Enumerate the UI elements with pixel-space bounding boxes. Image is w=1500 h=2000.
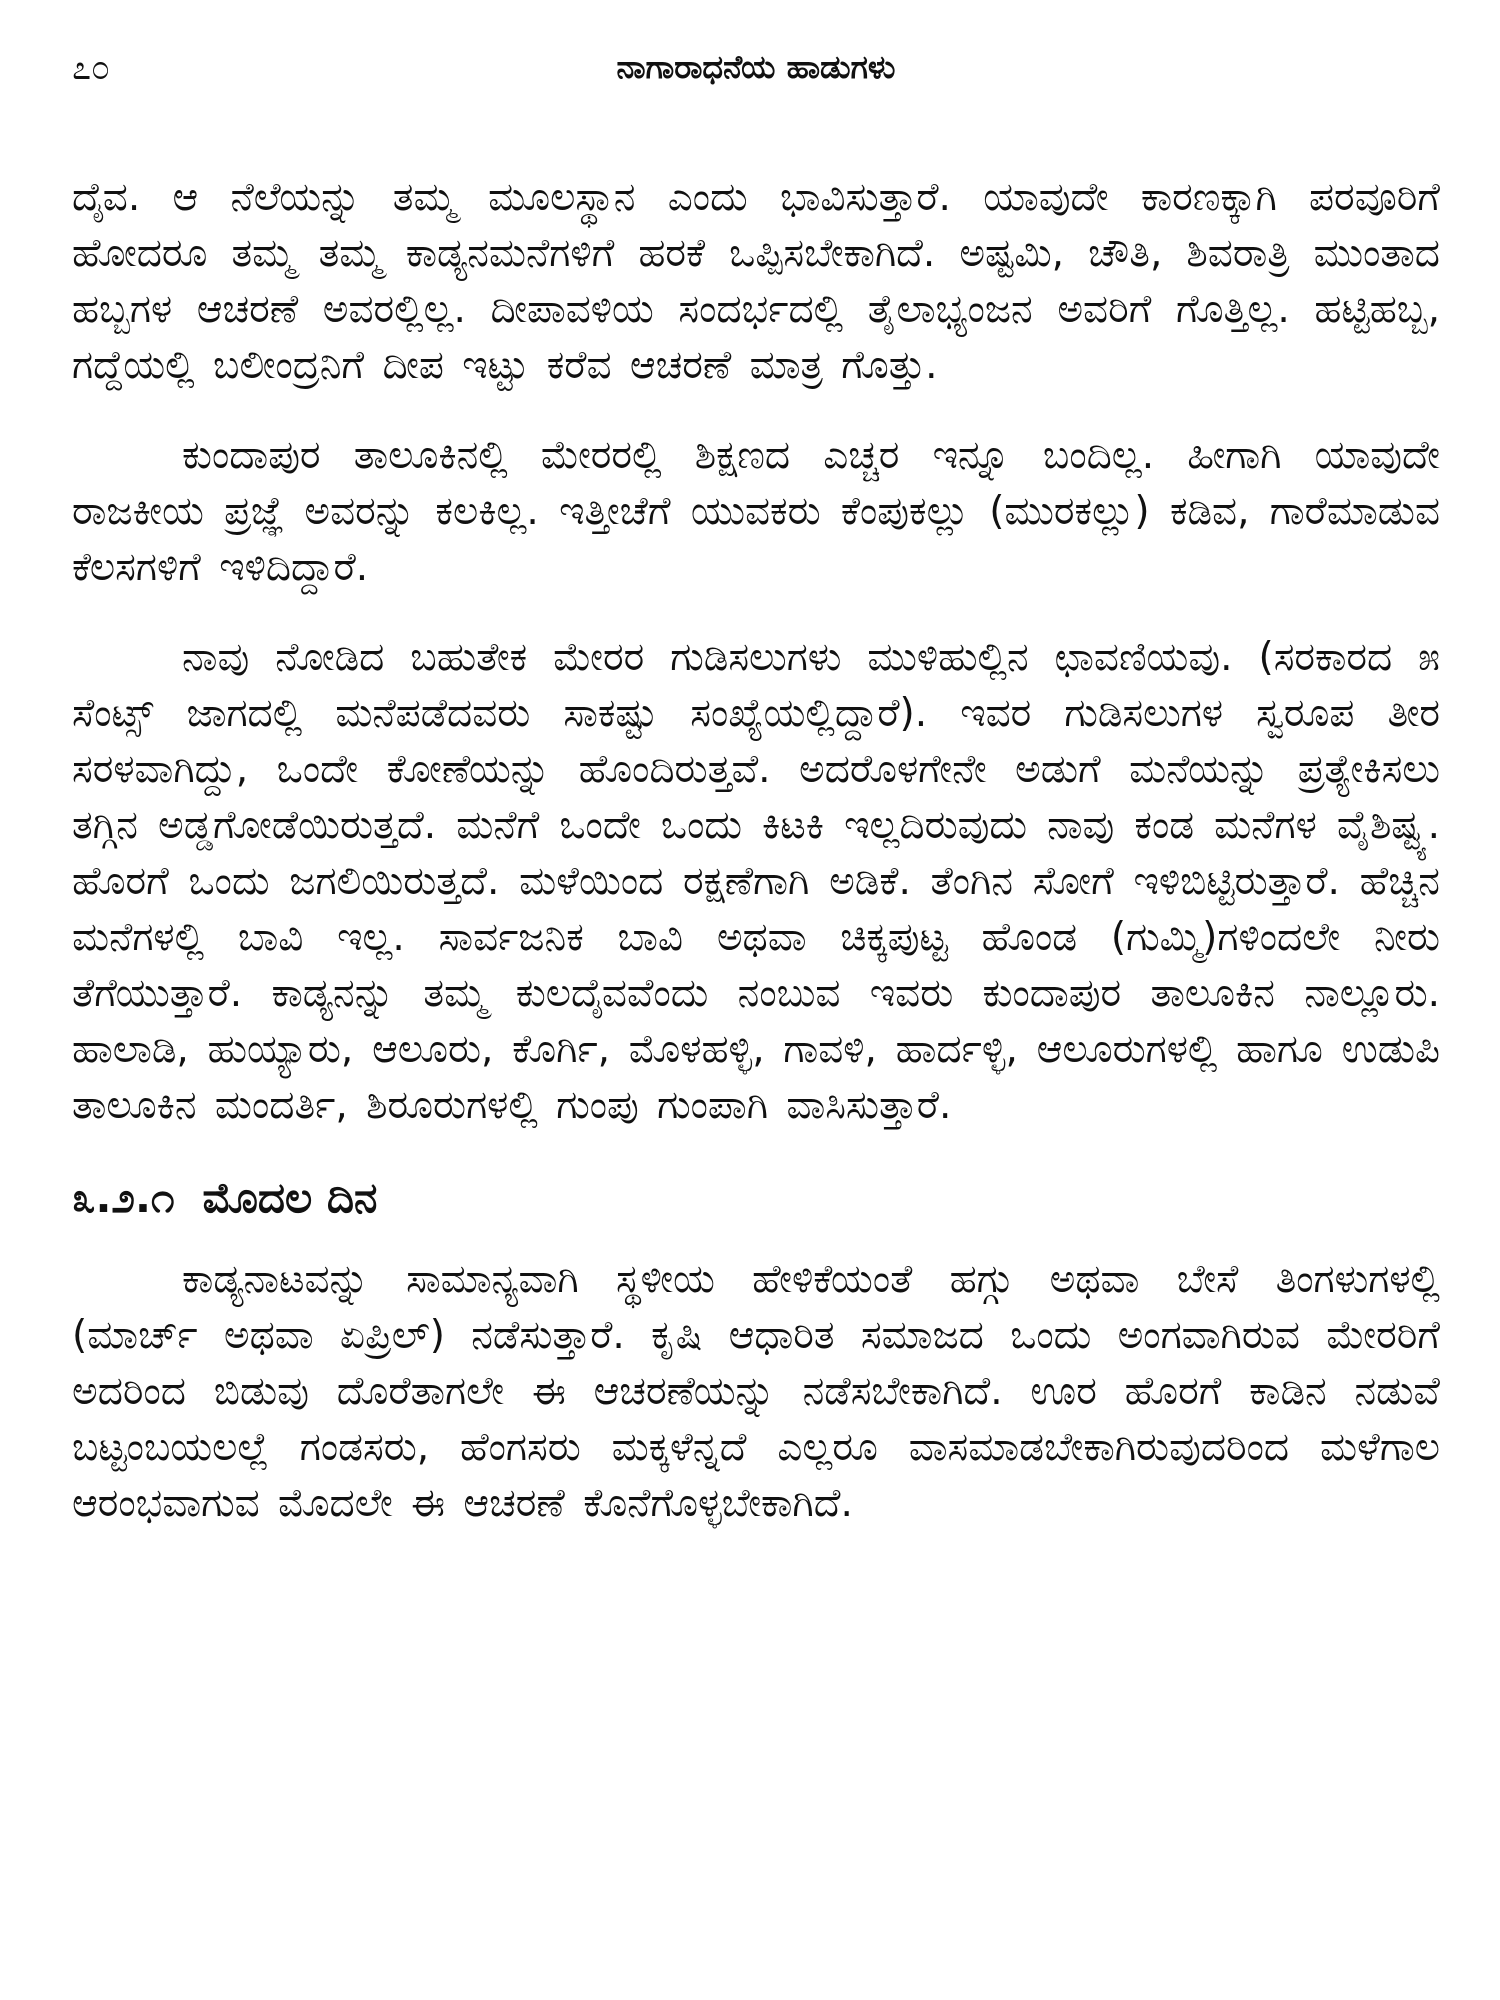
page-number: ೭೦ — [72, 48, 111, 88]
running-title: ನಾಗಾರಾಧನೆಯ ಹಾಡುಗಳು — [616, 48, 896, 86]
paragraph-2: ಕುಂದಾಪುರ ತಾಲೂಕಿನಲ್ಲಿ ಮೇರರಲ್ಲಿ ಶಿಕ್ಷಣದ ಎಚ್ಚರ ಇನ್ನೂ ಬಂದಿಲ್ಲ. ಹೀಗಾಗಿ ಯಾವುದೇ ರಾಜಕೀಯ ಪ್ರಜ್ಞೆ ಅವರನ್ನು ಕಲಕಿಲ್ಲ. ಇತ್ತೀಚೆಗೆ ಯುವಕರು ಕೆಂಪುಕಲ್ಲು (ಮುರಕಲ್ಲು) ಕಡಿವ, ಗಾರೆಮಾಡುವ ಕೆಲಸಗಳಿಗೆ ಇಳಿದಿದ್ದಾರೆ. — [72, 433, 1440, 590]
section-number: ೩.೨.೧ — [72, 1173, 175, 1222]
section-paragraph: ಕಾಡ್ಯನಾಟವನ್ನು ಸಾಮಾನ್ಯವಾಗಿ ಸ್ಥಳೀಯ ಹೇಳಿಕೆಯಂತೆ ಹಗ್ಗು ಅಥವಾ ಬೇಸೆ ತಿಂಗಳುಗಳಲ್ಲಿ (ಮಾರ್ಚ್ ಅಥವಾ ಏಪ್ರಿಲ್) ನಡೆಸುತ್ತಾರೆ. ಕೃಷಿ ಆಧಾರಿತ ಸಮಾಜದ ಒಂದು ಅಂಗವಾಗಿರುವ ಮೇರರಿಗೆ ಅದರಿಂದ ಬಿಡುವು ದೊರೆತಾಗಲೇ ಈ ಆಚರಣೆಯನ್ನು ನಡೆಸಬೇಕಾಗಿದೆ. ಊರ ಹೊರಗೆ ಕಾಡಿನ ನಡುವೆ ಬಟ್ಟಂಬಯಲಲ್ಲೆ ಗಂಡಸರು, ಹೆಂಗಸರು ಮಕ್ಕಳೆನ್ನದೆ ಎಲ್ಲರೂ ವಾಸಮಾಡಬೇಕಾಗಿರುವುದರಿಂದ ಮಳೆಗಾಲ ಆರಂಭವಾಗುವ ಮೊದಲೇ ಈ ಆಚರಣೆ ಕೊನೆಗೊಳ್ಳಬೇಕಾಗಿದೆ. — [72, 1257, 1440, 1526]
section-heading — [72, 1168, 1440, 1228]
page-header — [72, 40, 1440, 110]
paragraph-3: ನಾವು ನೋಡಿದ ಬಹುತೇಕ ಮೇರರ ಗುಡಿಸಲುಗಳು ಮುಳಿಹುಲ್ಲಿನ ಛಾವಣಿಯವು. (ಸರಕಾರದ ೫ ಸೆಂಟ್ಸ್ ಜಾಗದಲ್ಲಿ ಮನೆಪಡೆದವರು ಸಾಕಷ್ಟು ಸಂಖ್ಯೆಯಲ್ಲಿದ್ದಾರೆ). ಇವರ ಗುಡಿಸಲುಗಳ ಸ್ವರೂಪ ತೀರ ಸರಳವಾಗಿದ್ದು, ಒಂದೇ ಕೋಣೆಯನ್ನು ಹೊಂದಿರುತ್ತವೆ. ಅದರೊಳಗೇನೇ ಅಡುಗೆ ಮನೆಯನ್ನು ಪ್ರತ್ಯೇಕಿಸಲು ತಗ್ಗಿನ ಅಡ್ಡಗೋಡೆಯಿರುತ್ತದೆ. ಮನೆಗೆ ಒಂದೇ ಒಂದು ಕಿಟಕಿ ಇಲ್ಲದಿರುವುದು ನಾವು ಕಂಡ ಮನೆಗಳ ವೈಶಿಷ್ಟ್ಯ. ಹೊರಗೆ ಒಂದು ಜಗಲಿಯಿರುತ್ತದೆ. ಮಳೆಯಿಂದ ರಕ್ಷಣೆಗಾಗಿ ಅಡಿಕೆ. ತೆಂಗಿನ ಸೋಗೆ ಇಳಿಬಿಟ್ಟಿರುತ್ತಾರೆ. ಹೆಚ್ಚಿನ ಮನೆಗಳಲ್ಲಿ ಬಾವಿ ಇಲ್ಲ. ಸಾರ್ವಜನಿಕ ಬಾವಿ ಅಥವಾ ಚಿಕ್ಕಪುಟ್ಟ ಹೊಂಡ (ಗುಮ್ಮಿ)ಗಳಿಂದಲೇ ನೀರು ತೆಗೆಯುತ್ತಾರೆ. ಕಾಡ್ಯನನ್ನು ತಮ್ಮ ಕುಲದೈವವೆಂದು ನಂಬುವ ಇವರು ಕುಂದಾಪುರ ತಾಲೂಕಿನ ನಾಲ್ಲೂರು. ಹಾಲಾಡಿ, ಹುಯ್ಯಾರು, ಆಲೂರು, ಕೊರ್ಗಿ, ಮೊಳಹಳ್ಳಿ, ಗಾವಳಿ, ಹಾರ್ದಳ್ಳಿ, ಆಲೂರುಗಳಲ್ಲಿ ಹಾಗೂ ಉಡುಪಿ ತಾಲೂಕಿನ ಮಂದರ್ತಿ, ಶಿರೂರುಗಳಲ್ಲಿ ಗುಂಪು ಗುಂಪಾಗಿ ವಾಸಿಸುತ್ತಾರೆ. — [72, 635, 1440, 1128]
section-title: ಮೊದಲ ದಿನ — [202, 1173, 378, 1222]
page-body — [72, 170, 1440, 1532]
paragraph-1: ದೈವ. ಆ ನೆಲೆಯನ್ನು ತಮ್ಮ ಮೂಲಸ್ಥಾನ ಎಂದು ಭಾವಿಸುತ್ತಾರೆ. ಯಾವುದೇ ಕಾರಣಕ್ಕಾಗಿ ಪರವೂರಿಗೆ ಹೋದರೂ ತಮ್ಮ ತಮ್ಮ ಕಾಡ್ಯನಮನೆಗಳಿಗೆ ಹರಕೆ ಒಪ್ಪಿಸಬೇಕಾಗಿದೆ. ಅಷ್ಟಮಿ, ಚೌತಿ, ಶಿವರಾತ್ರಿ ಮುಂತಾದ ಹಬ್ಬಗಳ ಆಚರಣೆ ಅವರಲ್ಲಿಲ್ಲ. ದೀಪಾವಳಿಯ ಸಂದರ್ಭದಲ್ಲಿ ತೈಲಾಭ್ಯಂಜನ ಅವರಿಗೆ ಗೊತ್ತಿಲ್ಲ. ಹಟ್ಟಿಹಬ್ಬ, ಗದ್ದೆಯಲ್ಲಿ ಬಲೀಂದ್ರನಿಗೆ ದೀಪ ಇಟ್ಟು ಕರೆವ ಆಚರಣೆ ಮಾತ್ರ ಗೊತ್ತು. — [72, 175, 1440, 388]
